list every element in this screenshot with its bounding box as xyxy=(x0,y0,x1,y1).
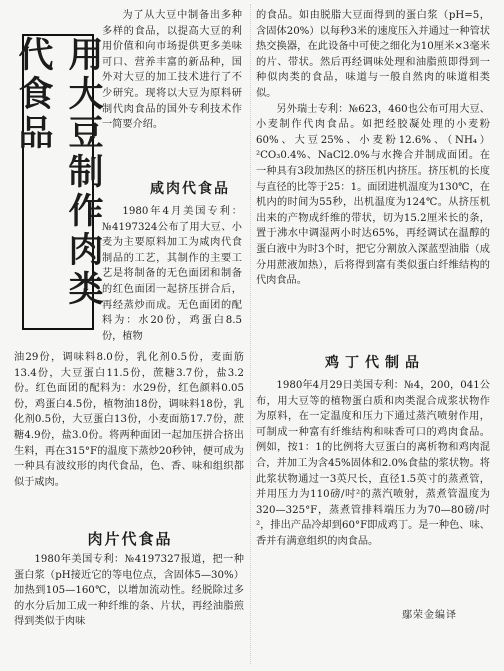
xianrou-paragraph-continued: 油29份，调味料8.0份，乳化剂0.5份，麦面筋13.4份，大豆蛋白11.5份，蔗糖3.7份，盐3.2份。红色面团的配料为：水29份，红色颜料0.05份，鸡蛋白4.5份，植物油18份，调味料18份，乳化剂0.5份，大豆蛋白13份，小麦面筋17.7份，蔗糖4.9份，盐3.0份。将两种面团一起加压拼合挤出生料，再在315°F的温度下蒸炒20秒钟，便可成为一种具有波纹形的肉代食品，色、香、味和组织都似于咸肉。 xyxy=(14,352,244,488)
intro-text: 为了从大豆中制备出多种多样的食品，以提高大豆的利用价值和向市场提供更多美味可口、营养丰富的新品种，国外对大豆的加工技术进行了不少研究。现将以大豆为原料研制代肉食品的国外专利技术作一简要介绍。 xyxy=(102,10,242,131)
roupian-paragraph-continued: 的食品。如由脱脂大豆面得到的蛋白浆（pH=5，含固体20%）以每秒3米的速度压入并通过一种管状热交换器，在此设备中可使之细化为10厘米×3毫米的片、带状。然后再经调味处理和油脂煎即得到一种似肉类的食品，味道与一般自然肉的味道相类似。 xyxy=(256,10,490,99)
right-column-top xyxy=(256,8,490,289)
xianrou-paragraph: 1980年4月美国专利：№4197324公布了用大豆、小麦为主要原料加工为咸肉代食制品的工艺，其制作的主要工艺是将制备的无色面团和制备的红色面团一起挤压拼合后，再经蒸炒而成。无色面团的配料为：水20份，鸡蛋白8.5份，植物 xyxy=(102,206,242,342)
roupian-body xyxy=(14,552,244,630)
jiding-body xyxy=(256,378,490,550)
section-heading-xianrou: 咸肉代食品 xyxy=(150,181,230,197)
article-title: 用大豆制作肉类代食品 xyxy=(22,34,94,330)
section-heading-roupian: 肉片代食品 xyxy=(87,530,173,548)
translator-credit: 鄢荣金编译 xyxy=(402,610,457,621)
section-heading-jiding: 鸡丁代制品 xyxy=(325,355,425,371)
jiding-paragraph: 1980年4月29日美国专利：№4，200，041公布，用大豆等的植物蛋白质和肉类混合成浆状物作为原料，在一定温度和压力下通过蒸汽喷射作用，可制成一种富有纤维结构和味香可口的鸡肉食品。例如，按1：1的比例将大豆蛋白的离析物和鸡肉混合，并加工为含45%固体和2.0%食盐的浆状物。将此浆状物通过一3英尺长，直径1.5英寸的蒸煮管，并用压力为110磅/吋²的蒸汽喷射，蒸煮管温度为320—325°F，蒸煮管排料端压力为70—80磅/吋²，排出产品冷却到60°F即成鸡丁。是一种色、味、香并有满意组织的肉食品。 xyxy=(256,380,490,547)
intro-paragraph xyxy=(102,8,242,133)
xianrou-body-continued xyxy=(14,350,244,490)
roupian-paragraph: 1980年美国专利：№4197327报道，把一种蛋白浆（pH接近它的等电位点，含固体5—30%）加热到105—160℃，以增加流动性。经脱除过多的水分后加工成一种纤维的条、片状，再经油脂煎得到类似于肉味 xyxy=(14,554,244,628)
column-divider xyxy=(250,4,251,664)
swiss-patent-paragraph: 另外瑞士专利：№623，460也公布可用大豆、小麦制作代肉食品。如把经胶凝处理的小麦粉60%、大豆25%、小麦粉12.6%、（NH₄）²CO₃0.4%、NaCl2.0%与水搀合并制成面团。在一种具有3段加热区的挤压机内挤压。挤压机的长度与直径的比等于25：1。面团进机温度为130℃，在机内的时间为55秒，出机温度为124℃。从挤压机出来的产物成纤维的带状，切为15.2厘米长的条，置于沸水中调湿两小时达65%，再经调试在温醇的蛋白液中为时3个时，把它分割放入深蓝型油脂（成分用蔗液加热），后将得到富有类似蛋白纤维结构的代肉食品。 xyxy=(256,103,490,287)
xianrou-body xyxy=(102,204,242,344)
